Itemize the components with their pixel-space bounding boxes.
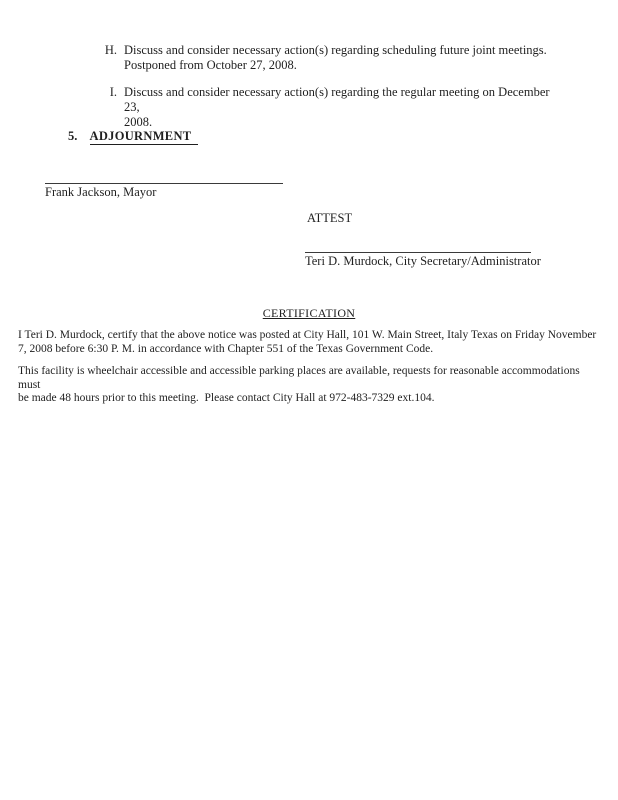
agenda-item-h-line-2: Postponed from October 27, 2008.	[124, 58, 297, 72]
mayor-signature-line	[45, 183, 283, 184]
adjournment-heading	[68, 129, 198, 145]
agenda-item-h-text	[124, 43, 564, 73]
secretary-signature-name: Teri D. Murdock, City Secretary/Administrator	[305, 254, 541, 268]
adjournment-label: ADJOURNMENT	[90, 129, 199, 145]
accessibility-notice-line-1: This facility is wheelchair accessible and accessible parking places are available, requests for reasonable accommodations must	[18, 365, 583, 391]
agenda-item-i-text	[124, 85, 564, 130]
posting-notice-line-2: 7, 2008 before 6:30 P. M. in accordance with Chapter 551 of the Texas Government Code.	[18, 342, 434, 355]
mayor-signature-name: Frank Jackson, Mayor	[45, 185, 157, 199]
accessibility-notice	[18, 365, 600, 406]
attest-label: ATTEST	[307, 211, 353, 225]
certification-posting-notice	[18, 329, 600, 356]
secretary-signature-line	[305, 252, 531, 253]
accessibility-notice-line-2: be made 48 hours prior to this meeting. Please contact City Hall at 972-483-7329 ext.104.	[18, 392, 435, 404]
adjournment-number: 5.	[68, 129, 78, 143]
certification-heading: CERTIFICATION	[262, 306, 356, 320]
agenda-item-h-line-1: Discuss and consider necessary action(s) regarding scheduling future joint meetings.	[124, 43, 547, 57]
agenda-item-i-line-1: Discuss and consider necessary action(s) regarding the regular meeting on December 23,	[124, 85, 553, 114]
agenda-item-i-letter: I.	[109, 85, 117, 99]
agenda-item-i-line-2: 2008.	[124, 115, 153, 129]
posting-notice-line-1: I Teri D. Murdock, certify that the above notice was posted at City Hall, 101 W. Main Street, Italy Texas on Friday November	[18, 329, 597, 341]
agenda-item-h-letter: H.	[104, 43, 117, 57]
